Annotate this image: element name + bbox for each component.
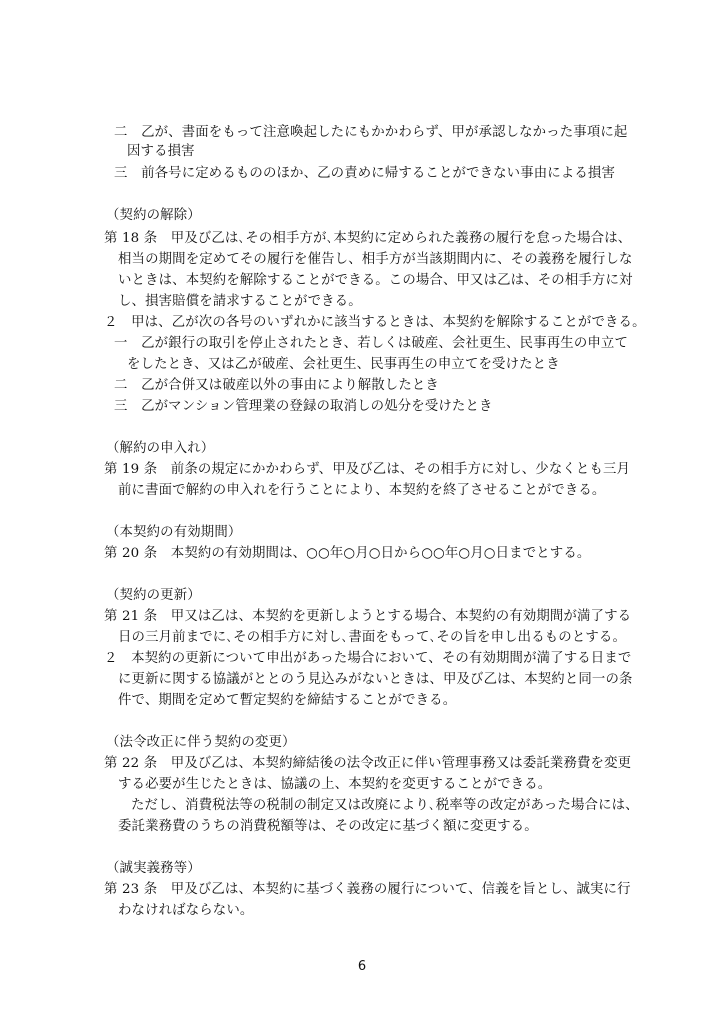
article-22: 第 22 条 甲及び乙は、本契約締結後の法令改正に伴い管理事務又は委託業務費を変更: [104, 756, 632, 771]
page-number: 6: [357, 959, 367, 974]
article-18-item-3: 三 乙がマンション管理業の登録の取消しの処分を受けたとき: [114, 399, 493, 414]
heading-contract-term: （本契約の有効期間）: [106, 525, 242, 540]
heading-good-faith: （誠実義務等）: [106, 861, 201, 876]
article-23-cont: わなければならない。: [118, 903, 254, 918]
heading-contract-termination: （契約の解除）: [106, 208, 201, 223]
article-18-cont-3: し、損害賠償を請求することができる。: [118, 294, 362, 309]
article-18: 第 18 条 甲及び乙は､その相手方が､本契約に定められた義務の履行を怠った場合は、: [104, 231, 632, 246]
article-17-item-2: 二 乙が、書面をもって注意喚起したにもかかわらず、甲が承認しなかった事項に起: [114, 125, 628, 140]
article-18-item-1: 一 乙が銀行の取引を停止されたとき、若しくは破産、会社更生、民事再生の申立て: [114, 336, 629, 351]
article-20: 第 20 条 本契約の有効期間は、○○年○月○日から○○年○月○日までとする。: [104, 546, 591, 561]
article-18-item-1-cont: をしたとき、又は乙が破産、会社更生、民事再生の申立てを受けたとき: [127, 357, 560, 372]
article-21: 第 21 条 甲又は乙は、本契約を更新しようとする場合、本契約の有効期間が満了する: [104, 609, 632, 624]
article-23: 第 23 条 甲及び乙は、本契約に基づく義務の履行について、信義を旨とし、誠実に行: [104, 882, 631, 897]
article-17-item-2-cont: 因する損害: [127, 144, 195, 159]
article-19-cont: 前に書面で解約の申入れを行うことにより、本契約を終了させることができる。: [118, 483, 606, 498]
heading-contract-renewal: （契約の更新）: [106, 588, 201, 603]
article-22-cont: する必要が生じたときは、協議の上、本契約を変更することができる。: [118, 777, 552, 792]
article-22-proviso: ただし、消費税法等の税制の制定又は改廃により､税率等の改定があった場合には、: [131, 798, 639, 813]
article-22-proviso-cont: 委託業務費のうちの消費税額等は、その改定に基づく額に変更する。: [118, 819, 538, 834]
article-21-para-2-cont-2: 件で、期間を定めて暫定契約を締結することができる。: [118, 693, 457, 708]
article-18-item-2: 二 乙が合併又は破産以外の事由により解散したとき: [114, 378, 439, 393]
article-21-cont: 日の三月前までに､その相手方に対し､書面をもって､その旨を申し出るものとする。: [118, 630, 626, 645]
article-21-para-2-cont-1: に更新に関する協議がととのう見込みがないときは、甲及び乙は、本契約と同一の条: [118, 672, 633, 687]
article-21-para-2: ２ 本契約の更新について申出があった場合において、その有効期間が満了する日まで: [104, 651, 632, 666]
heading-change-due-to-law: （法令改正に伴う契約の変更）: [106, 735, 296, 750]
article-17-item-3: 三 前各号に定めるもののほか、乙の責めに帰することができない事由による損害: [114, 166, 616, 181]
article-18-para-2: ２ 甲は、乙が次の各号のいずれかに該当するときは、本契約を解除することができる。: [104, 315, 646, 330]
heading-cancellation-notice: （解約の申入れ）: [106, 441, 215, 456]
article-18-cont-1: 相当の期間を定めてその履行を催告し、相手方が当該期間内に、その義務を履行しな: [118, 252, 633, 267]
article-18-cont-2: いときは、本契約を解除することができる。この場合、甲又は乙は、その相手方に対: [118, 273, 633, 288]
article-19: 第 19 条 前条の規定にかかわらず、甲及び乙は、その相手方に対し、少なくとも三月: [104, 462, 631, 477]
